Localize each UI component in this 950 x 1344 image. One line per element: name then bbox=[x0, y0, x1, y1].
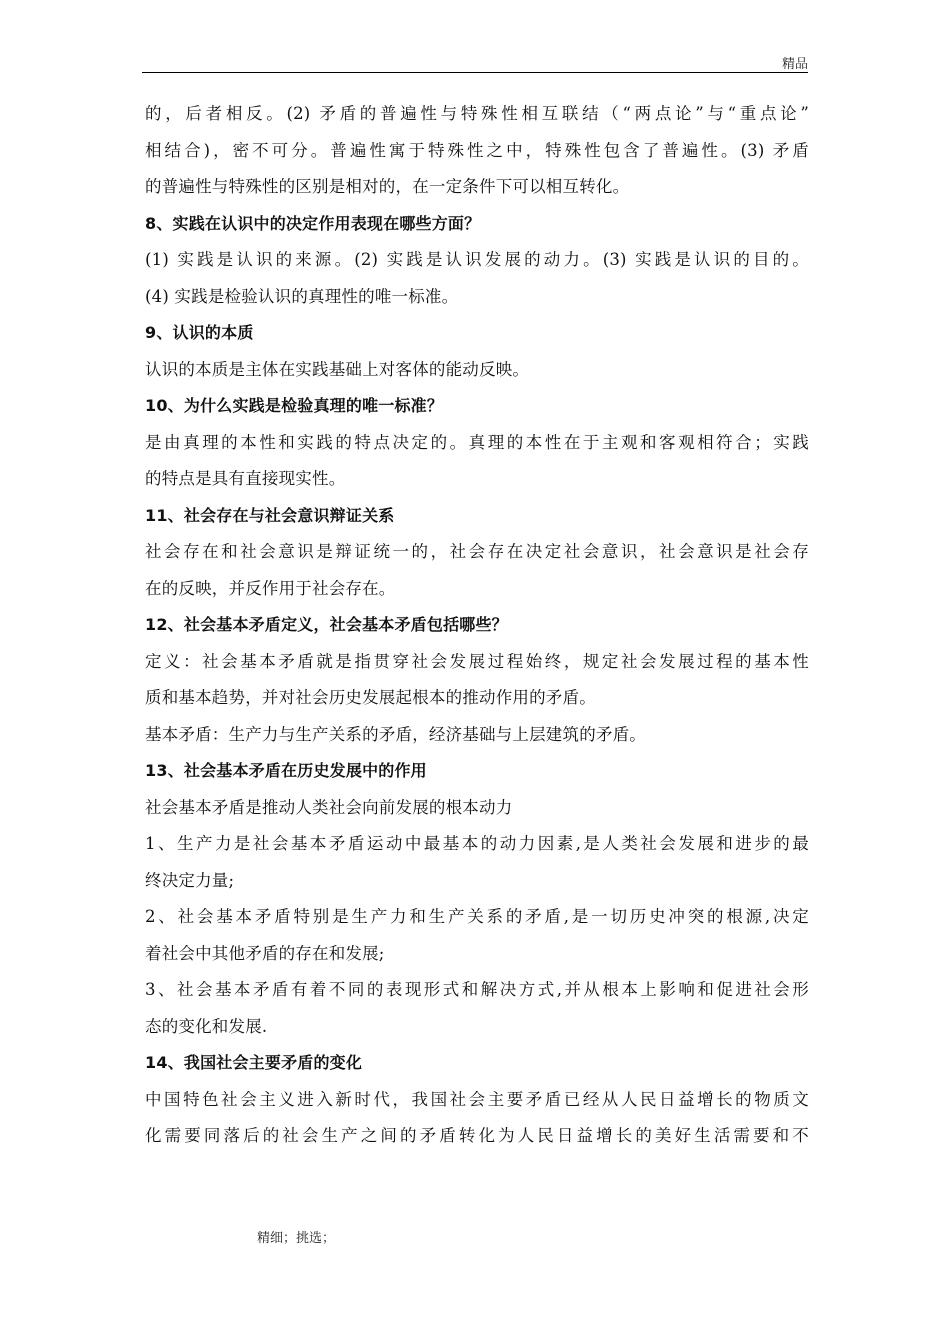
paragraph-line: 的特点是具有直接现实性。 bbox=[145, 469, 346, 488]
paragraph-line: 社会存在和社会意识是辩证统一的，社会存在决定社会意识，社会意识是社会存 bbox=[145, 542, 809, 561]
document-body bbox=[145, 96, 809, 1155]
paragraph-line: 认识的本质是主体在实践基础上对客体的能动反映。 bbox=[145, 359, 530, 379]
paragraph-line: 在的反映，并反作用于社会存在。 bbox=[145, 578, 396, 598]
paragraph-line: 着社会中其他矛盾的存在和发展; bbox=[145, 943, 385, 963]
paragraph-line: 社会基本矛盾是推动人类社会向前发展的根本动力 bbox=[145, 797, 513, 817]
paragraph-line: 终决定力量; bbox=[145, 870, 235, 890]
section-heading: 11、社会存在与社会意识辩证关系 bbox=[145, 505, 395, 525]
header-label: 精品 bbox=[781, 57, 808, 72]
section-heading: 9、认识的本质 bbox=[145, 323, 254, 342]
section-heading: 13、社会基本矛盾在历史发展中的作用 bbox=[145, 761, 427, 780]
paragraph-line: 的普遍性与特殊性的区别是相对的，在一定条件下可以相互转化。 bbox=[145, 177, 630, 196]
paragraph-line: 定义：社会基本矛盾就是指贯穿社会发展过程始终，规定社会发展过程的基本性 bbox=[145, 651, 809, 671]
header-rule bbox=[142, 72, 808, 73]
paragraph-line: (4) 实践是检验认识的真理性的唯一标准。 bbox=[145, 286, 459, 306]
paragraph-line: 基本矛盾：生产力与生产关系的矛盾，经济基础与上层建筑的矛盾。 bbox=[145, 724, 646, 744]
paragraph-line: 态的变化和发展. bbox=[145, 1016, 268, 1036]
paragraph-line: 中国特色社会主义进入新时代，我国社会主要矛盾已经从人民日益增长的物质文 bbox=[145, 1089, 809, 1109]
paragraph-line: 2、社会基本矛盾特别是生产力和生产关系的矛盾,是一切历史冲突的根源,决定 bbox=[145, 907, 809, 926]
paragraph-line: 是由真理的本性和实践的特点决定的。真理的本性在于主观和客观相符合；实践 bbox=[145, 432, 809, 452]
section-heading: 8、实践在认识中的决定作用表现在哪些方面？ bbox=[145, 213, 481, 233]
paragraph-line: 3、社会基本矛盾有着不同的表现形式和解决方式,并从根本上影响和促进社会形 bbox=[145, 980, 809, 999]
paragraph-line: (1) 实践是认识的来源。(2) 实践是认识发展的动力。(3) 实践是认识的目的。 bbox=[145, 250, 809, 269]
paragraph-line: 化需要同落后的社会生产之间的矛盾转化为人民日益增长的美好生活需要和不 bbox=[145, 1126, 809, 1145]
section-heading: 10、为什么实践是检验真理的唯一标准？ bbox=[145, 396, 444, 415]
page-footer: 精细；挑选； bbox=[257, 1231, 336, 1246]
section-heading: 14、我国社会主要矛盾的变化 bbox=[145, 1053, 363, 1072]
paragraph-line: 的，后者相反。(2) 矛盾的普遍性与特殊性相互联结（“两点论”与“重点论” bbox=[145, 104, 809, 123]
paragraph-line: 相结合)，密不可分。普遍性寓于特殊性之中，特殊性包含了普遍性。(3) 矛盾 bbox=[145, 140, 809, 160]
paragraph-line: 1、生产力是社会基本矛盾运动中最基本的动力因素,是人类社会发展和进步的最 bbox=[145, 834, 809, 853]
paragraph-line: 质和基本趋势，并对社会历史发展起根本的推动作用的矛盾。 bbox=[145, 688, 596, 707]
section-heading: 12、社会基本矛盾定义，社会基本矛盾包括哪些？ bbox=[145, 615, 508, 634]
